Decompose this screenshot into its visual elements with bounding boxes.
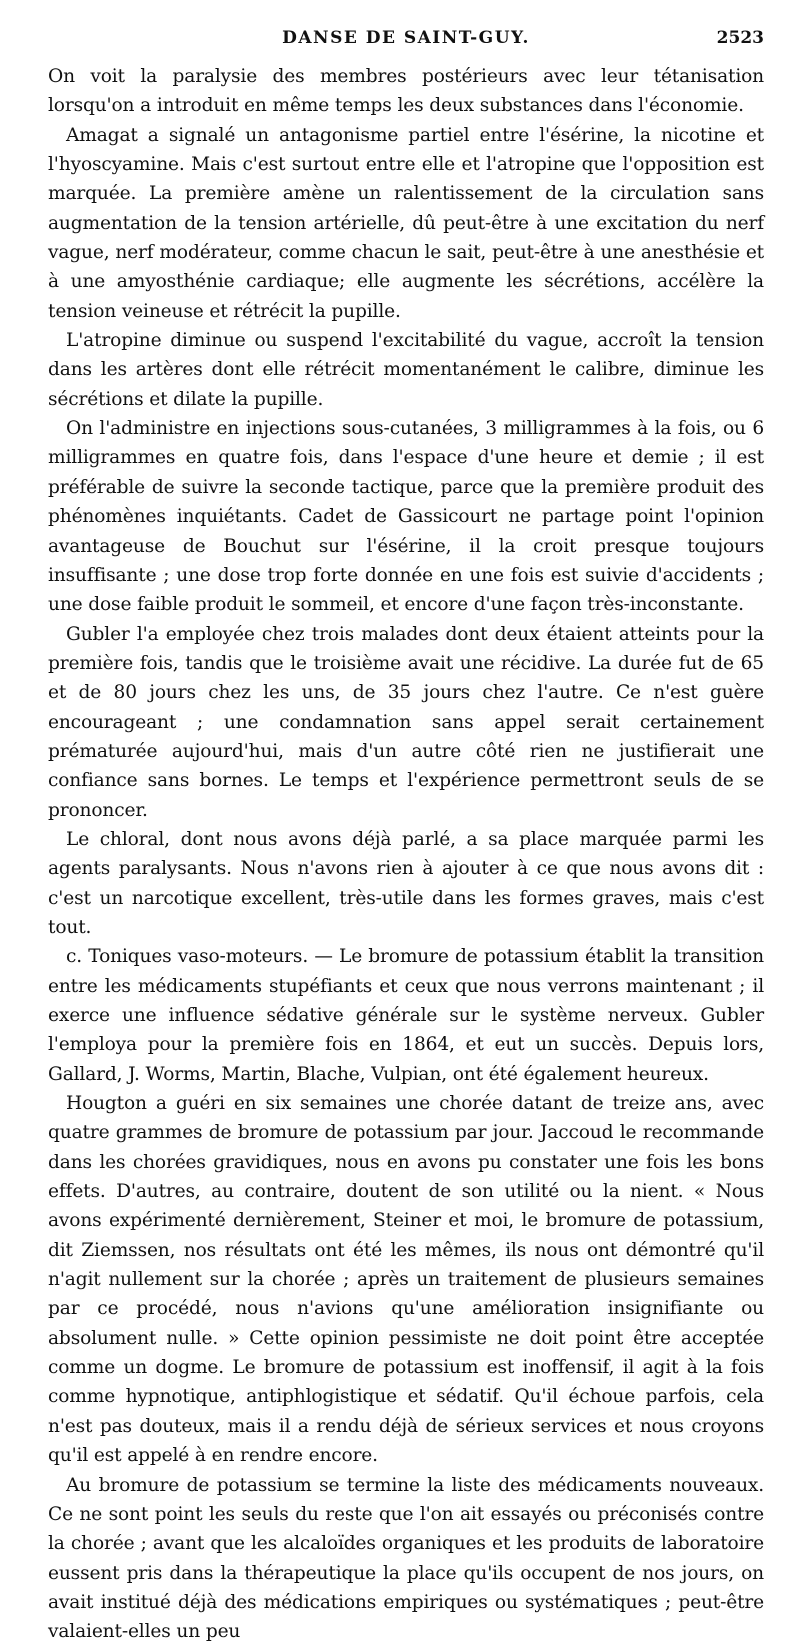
running-title: DANSE DE SAINT-GUY. [282,28,530,48]
page-header [48,28,764,54]
paragraph-gubler: Gubler l'a employée chez trois malades dont deux étaient atteints pour la première fois, tandis que le troisième avait une récidive. La durée fut de 65 et de 80 jours chez les uns, de 35 jours chez l'autre. Ce n'est guère encourageant ; une condamnation sans appel serait certainement prématurée aujourd'hui, mais d'un autre côté rien ne justifierait une confiance sans bornes. Le temps et l'expérience permettront seuls de se prononcer. [48,623,764,821]
body-text [48,62,764,1647]
paragraph-paralysie: On voit la paralysie des membres postérieurs avec leur tétanisation lorsqu'on a introduit en même temps les deux substances dans l'économie. [48,66,764,117]
paragraph-administration: On l'administre en injections sous-cutanées, 3 milligrammes à la fois, ou 6 milligrammes en quatre fois, dans l'espace d'une heure et demie ; il est préférable de suivre la seconde tactique, parce que la première produit des phénomènes inquiétants. Cadet de Gassicourt ne partage point l'opinion avantageuse de Bouchut sur l'ésérine, il la croit presque toujours insuffisante ; une dose trop forte donnée en une fois est suivie d'accidents ; une dose faible produit le sommeil, et encore d'une façon très-inconstante. [48,418,764,616]
paragraph-atropine: L'atropine diminue ou suspend l'excitabilité du vague, accroît la tension dans les artères dont elle rétrécit momentanément le calibre, diminue les sécrétions et dilate la pupille. [48,330,764,410]
page-number: 2523 [716,28,764,48]
paragraph-chloral: Le chloral, dont nous avons déjà parlé, a sa place marquée parmi les agents paralysants. Nous n'avons rien à ajouter à ce que nous avons dit : c'est un narcotique excellent, très-utile dans les formes graves, mais c'est tout. [48,828,764,938]
paragraph-bromure-fin: Au bromure de potassium se termine la liste des médicaments nouveaux. Ce ne sont point les seuls du reste que l'on ait essayés ou préconisés contre la chorée ; avant que les alcaloïdes organiques et les produits de laboratoire eussent pris dans la thérapeutique la place qu'ils occupent de nos jours, on avait institué déjà des médications empiriques ou systématiques ; peut-être valaient-elles un peu [48,1474,764,1643]
paragraph-hougton: Hougton a guéri en six semaines une chorée datant de treize ans, avec quatre grammes de bromure de potassium par jour. Jaccoud le recommande dans les chorées gravidiques, nous en avons pu constater une fois les bons effets. D'autres, au contraire, doutent de son utilité ou la nient. « Nous avons expérimenté dernièrement, Steiner et moi, le bromure de potassium, dit Ziemssen, nos résultats ont été les mêmes, ils nous ont démontré qu'il n'agit nullement sur la chorée ; après un traitement de plusieurs semaines par ce procédé, nous n'avions qu'une amélioration insignifiante ou absolument nulle. » Cette opinion pessimiste ne doit point être acceptée comme un dogme. Le bromure de potassium est inoffensif, il agit à la fois comme hypnotique, antiphlogistique et sédatif. Qu'il échoue parfois, cela n'est pas douteux, mais il a rendu déjà de sérieux services et nous croyons qu'il est appelé à en rendre encore. [48,1093,764,1467]
paragraph-amagat: Amagat a signalé un antagonisme partiel entre l'ésérine, la nicotine et l'hyoscyamine. Mais c'est surtout entre elle et l'atropine que l'opposition est marquée. La première amène un ralentissement de la circulation sans augmentation de la tension artérielle, dû peut-être à une excitation du nerf vague, nerf modérateur, comme chacun le sait, peut-être à une anesthésie et à une amyosthénie cardiaque; elle augmente les sécrétions, accélère la tension veineuse et rétrécit la pupille. [48,124,764,322]
paragraph-toniques-vaso-moteurs: c. Toniques vaso-moteurs. — Le bromure de potassium établit la transition entre les médicaments stupéfiants et ceux que nous verrons maintenant ; il exerce une influence sédative générale sur le système nerveux. Gubler l'employa pour la première fois en 1864, et eut un succès. Depuis lors, Gallard, J. Worms, Martin, Blache, Vulpian, ont été également heureux. [48,946,764,1085]
